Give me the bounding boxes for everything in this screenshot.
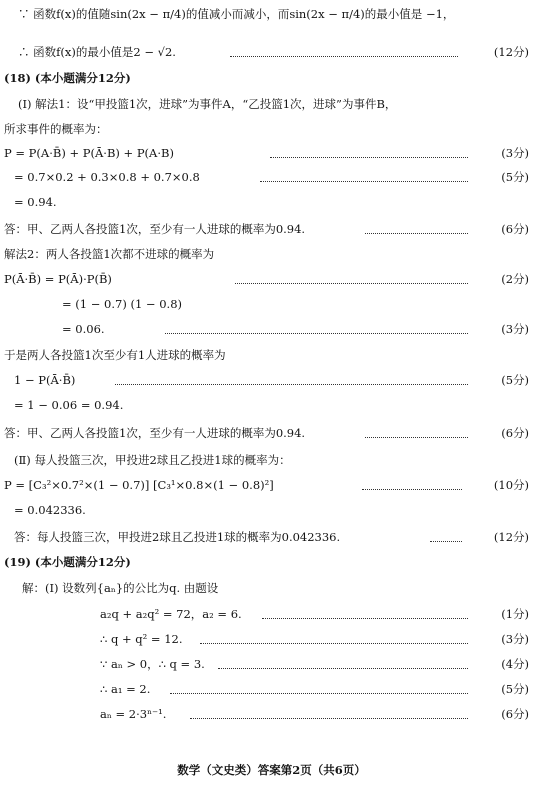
score-7: (5分): [501, 170, 529, 184]
score-15: (5分): [501, 373, 529, 387]
section-19-heading: (19) (本小题满分12分): [4, 555, 131, 569]
leader-dots: [430, 541, 462, 542]
line-11: P(Ā·B̄) = P(Ā)·P(B̄): [4, 272, 112, 286]
line-12: = (1 − 0.7) (1 − 0.8): [62, 297, 182, 311]
leader-dots: [170, 693, 468, 694]
line-13: = 0.06.: [62, 322, 105, 336]
line-25: ∴ q + q² = 12.: [100, 632, 183, 646]
line-19: P = [C₃²×0.7²×(1 − 0.7)] [C₃¹×0.8×(1 − 0.8)²]: [4, 478, 274, 492]
leader-dots: [200, 643, 468, 644]
leader-dots: [235, 283, 468, 284]
leader-dots: [190, 718, 468, 719]
line-5: 所求事件的概率为：: [4, 122, 108, 136]
leader-dots: [260, 181, 468, 182]
score-11: (2分): [501, 272, 529, 286]
score-26: (4分): [501, 657, 529, 671]
line-4: (Ⅰ) 解法1：设“甲投篮1次，进球”为事件A，“乙投篮1次，进球”为事件B，: [18, 97, 397, 111]
line-16: = 1 − 0.06 = 0.94.: [14, 398, 124, 412]
score-2: (12分): [493, 45, 529, 59]
score-19: (10分): [493, 478, 529, 492]
score-9: (6分): [501, 222, 529, 236]
score-24: (1分): [501, 607, 529, 621]
score-13: (3分): [501, 322, 529, 336]
line-6: P = P(A·B̄) + P(Ā·B) + P(A·B): [4, 146, 174, 160]
line-28: aₙ = 2·3ⁿ⁻¹.: [100, 707, 167, 721]
leader-dots: [270, 157, 468, 158]
line-26: ∵ aₙ > 0，∴ q = 3.: [100, 657, 205, 671]
score-25: (3分): [501, 632, 529, 646]
line-20: = 0.042336.: [14, 503, 86, 517]
leader-dots: [365, 233, 468, 234]
page-footer: 数学（文史类）答案第2页（共6页）: [177, 763, 366, 777]
line-23: 解：(Ⅰ) 设数列{aₙ}的公比为q. 由题设: [22, 581, 219, 595]
leader-dots: [362, 489, 462, 490]
score-28: (6分): [501, 707, 529, 721]
leader-dots: [165, 333, 468, 334]
score-27: (5分): [501, 682, 529, 696]
line-7: = 0.7×0.2 + 0.3×0.8 + 0.7×0.8: [14, 170, 200, 184]
section-18-heading: (18) (本小题满分12分): [4, 71, 131, 85]
score-21: (12分): [493, 530, 529, 544]
leader-dots: [365, 437, 468, 438]
line-2: ∴ 函数f(x)的最小值是2 − √2.: [18, 45, 176, 59]
leader-dots: [115, 384, 468, 385]
leader-dots: [230, 56, 458, 57]
line-24: a₂q + a₂q² = 72，a₂ = 6.: [100, 607, 242, 621]
line-18: (Ⅱ) 每人投篮三次，甲投进2球且乙投进1球的概率为：: [14, 453, 291, 467]
line-1: ∵ 函数f(x)的值随sin(2x − π/4)的值减小而减小，而sin(2x − π/4)的最小值是 −1，: [18, 7, 455, 21]
score-6: (3分): [501, 146, 529, 160]
leader-dots: [262, 618, 468, 619]
line-21: 答：每人投篮三次，甲投进2球且乙投进1球的概率为0.042336.: [14, 530, 341, 544]
score-17: (6分): [501, 426, 529, 440]
line-17: 答：甲、乙两人各投篮1次，至少有一人进球的概率为0.94.: [4, 426, 306, 440]
line-9: 答：甲、乙两人各投篮1次，至少有一人进球的概率为0.94.: [4, 222, 306, 236]
leader-dots: [218, 668, 468, 669]
line-14: 于是两人各投篮1次至少有1人进球的概率为: [4, 348, 226, 362]
line-15: 1 − P(Ā·B̄): [14, 373, 76, 387]
line-8: = 0.94.: [14, 195, 57, 209]
line-10: 解法2：两人各投篮1次都不进球的概率为: [4, 247, 215, 261]
line-27: ∴ a₁ = 2.: [100, 682, 151, 696]
